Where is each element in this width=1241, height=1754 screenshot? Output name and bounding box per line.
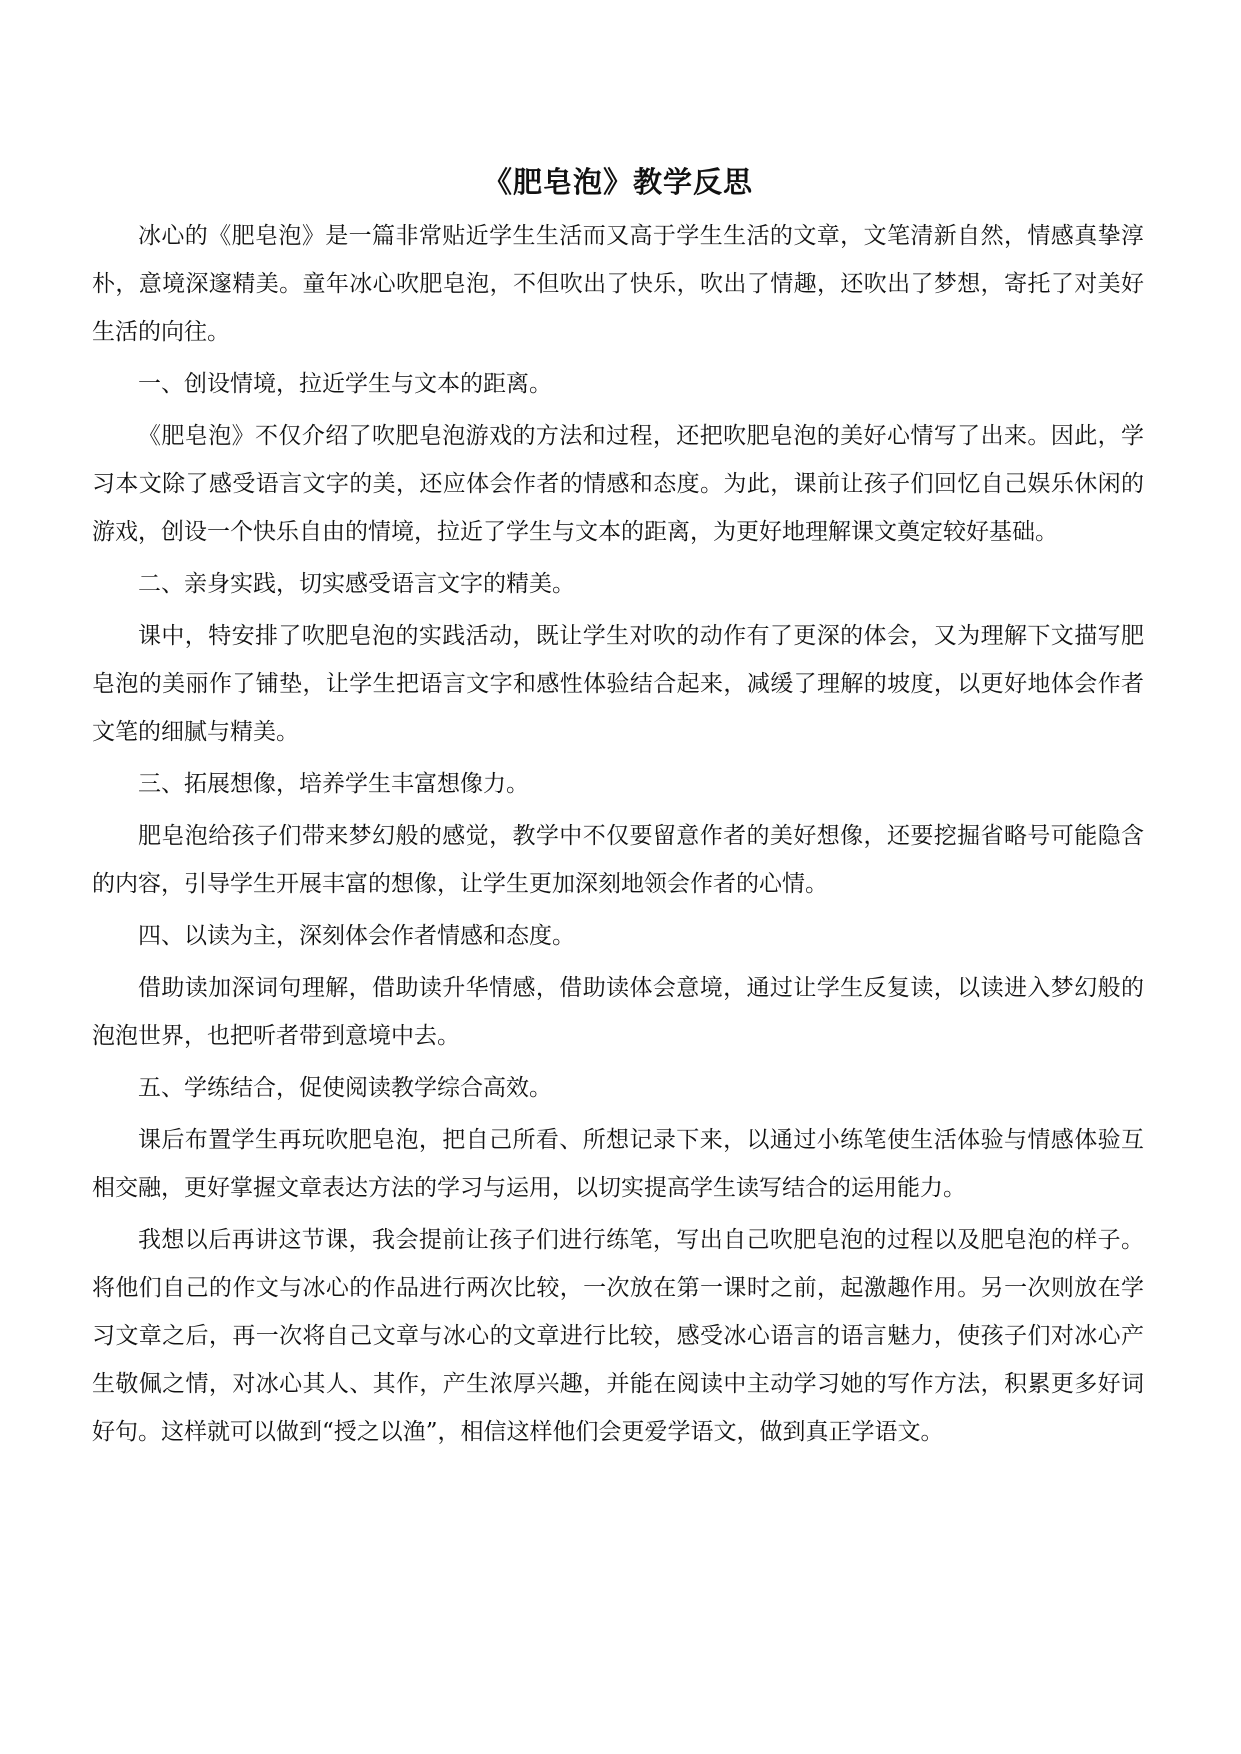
section-body-4: 借助读加深词句理解，借助读升华情感，借助读体会意境，通过让学生反复读，以读进入梦幻般的泡泡世界，也把听者带到意境中去。 <box>92 975 1144 1049</box>
intro-paragraph: 冰心的《肥皂泡》是一篇非常贴近学生生活而又高于学生生活的文章，文笔清新自然，情感真挚淳朴，意境深邃精美。童年冰心吹肥皂泡，不但吹出了快乐，吹出了情趣，还吹出了梦想，寄托了对美好生活的向往。 <box>92 223 1144 345</box>
section-heading-5: 五、学练结合，促使阅读教学综合高效。 <box>138 1075 552 1101</box>
section-body-5: 课后布置学生再玩吹肥皂泡，把自己所看、所想记录下来，以通过小练笔使生活体验与情感体验互相交融，更好掌握文章表达方法的学习与运用，以切实提高学生读写结合的运用能力。 <box>92 1127 1144 1201</box>
section-heading-3: 三、拓展想像，培养学生丰富想像力。 <box>138 771 529 797</box>
document-page <box>92 158 1144 1460</box>
section-body-3: 肥皂泡给孩子们带来梦幻般的感觉，教学中不仅要留意作者的美好想像，还要挖掘省略号可能隐含的内容，引导学生开展丰富的想像，让学生更加深刻地领会作者的心情。 <box>92 823 1144 897</box>
section-heading-4: 四、以读为主，深刻体会作者情感和态度。 <box>138 923 575 949</box>
section-body-1: 《肥皂泡》不仅介绍了吹肥皂泡游戏的方法和过程，还把吹肥皂泡的美好心情写了出来。因此，学习本文除了感受语言文字的美，还应体会作者的情感和态度。为此，课前让孩子们回忆自己娱乐休闲的游戏，创设一个快乐自由的情境，拉近了学生与文本的距离，为更好地理解课文奠定较好基础。 <box>92 423 1144 545</box>
closing-paragraph: 我想以后再讲这节课，我会提前让孩子们进行练笔，写出自己吹肥皂泡的过程以及肥皂泡的样子。将他们自己的作文与冰心的作品进行两次比较，一次放在第一课时之前，起激趣作用。另一次则放在学习文章之后，再一次将自己文章与冰心的文章进行比较，感受冰心语言的语言魅力，使孩子们对冰心产生敬佩之情，对冰心其人、其作，产生浓厚兴趣，并能在阅读中主动学习她的写作方法，积累更多好词好句。这样就可以做到“授之以渔”，相信这样他们会更爱学语文，做到真正学语文。 <box>92 1227 1144 1445</box>
section-body-2: 课中，特安排了吹肥皂泡的实践活动，既让学生对吹的动作有了更深的体会，又为理解下文描写肥皂泡的美丽作了铺垫，让学生把语言文字和感性体验结合起来，减缓了理解的坡度，以更好地体会作者文笔的细腻与精美。 <box>92 623 1144 745</box>
document-title: 《肥皂泡》教学反思 <box>482 165 753 199</box>
section-heading-1: 一、创设情境，拉近学生与文本的距离。 <box>138 371 552 397</box>
section-heading-2: 二、亲身实践，切实感受语言文字的精美。 <box>138 571 575 597</box>
